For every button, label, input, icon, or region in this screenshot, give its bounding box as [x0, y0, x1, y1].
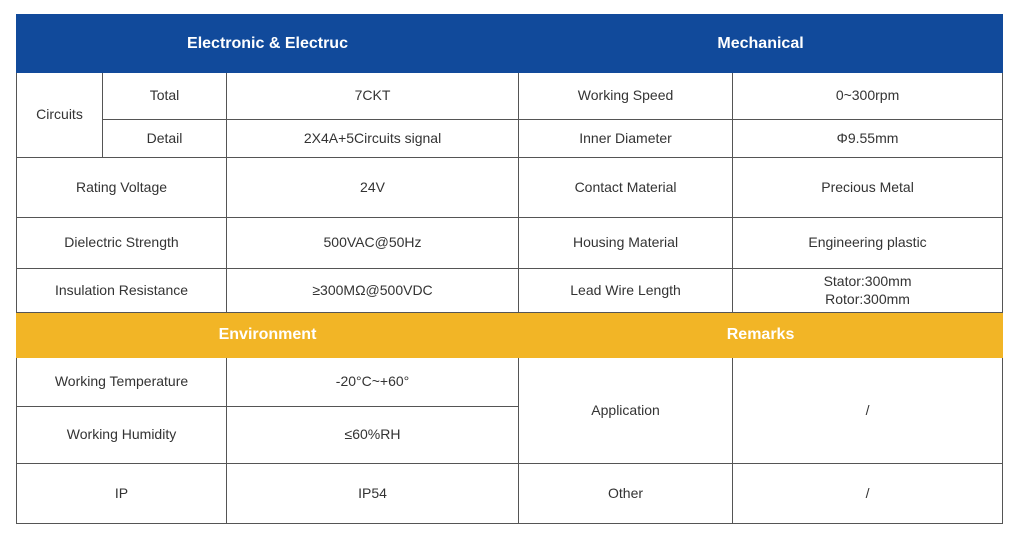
- inner-diameter-label: Inner Diameter: [519, 120, 733, 158]
- insulation-resistance-label: Insulation Resistance: [17, 269, 227, 313]
- ip-value: IP54: [227, 464, 519, 524]
- rating-voltage-value: 24V: [227, 158, 519, 218]
- working-speed-label: Working Speed: [519, 73, 733, 120]
- working-humidity-label: Working Humidity: [17, 407, 227, 464]
- table-row: [17, 158, 1003, 218]
- application-label: Application: [519, 358, 733, 464]
- ip-label: IP: [17, 464, 227, 524]
- contact-material-label: Contact Material: [519, 158, 733, 218]
- insulation-resistance-value: ≥300MΩ@500VDC: [227, 269, 519, 313]
- total-label: Total: [103, 73, 227, 120]
- housing-material-label: Housing Material: [519, 218, 733, 269]
- table-row: [17, 464, 1003, 524]
- table-row: [17, 358, 1003, 407]
- inner-diameter-value: Φ9.55mm: [733, 120, 1003, 158]
- dielectric-strength-label: Dielectric Strength: [17, 218, 227, 269]
- lead-wire-stator: Stator:300mm: [823, 273, 912, 289]
- mechanical-header: Mechanical: [519, 15, 1003, 73]
- application-value: /: [733, 358, 1003, 464]
- detail-label: Detail: [103, 120, 227, 158]
- dielectric-strength-value: 500VAC@50Hz: [227, 218, 519, 269]
- lead-wire-length-label: Lead Wire Length: [519, 269, 733, 313]
- working-temperature-value: -20°C~+60°: [227, 358, 519, 407]
- header-row-top: [17, 15, 1003, 73]
- table-row: [17, 218, 1003, 269]
- table-row: [17, 120, 1003, 158]
- remarks-header: Remarks: [519, 313, 1003, 358]
- other-value: /: [733, 464, 1003, 524]
- detail-value: 2X4A+5Circuits signal: [227, 120, 519, 158]
- housing-material-value: Engineering plastic: [733, 218, 1003, 269]
- contact-material-value: Precious Metal: [733, 158, 1003, 218]
- environment-header: Environment: [17, 313, 519, 358]
- circuits-label: Circuits: [17, 73, 103, 158]
- lead-wire-rotor: Rotor:300mm: [825, 290, 910, 307]
- rating-voltage-label: Rating Voltage: [17, 158, 227, 218]
- table-row: [17, 73, 1003, 120]
- total-value: 7CKT: [227, 73, 519, 120]
- working-speed-value: 0~300rpm: [733, 73, 1003, 120]
- header-row-bottom: [17, 313, 1003, 358]
- lead-wire-length-value: [733, 269, 1003, 313]
- working-temperature-label: Working Temperature: [17, 358, 227, 407]
- other-label: Other: [519, 464, 733, 524]
- spec-table: [16, 14, 1003, 524]
- table-row: [17, 269, 1003, 313]
- working-humidity-value: ≤60%RH: [227, 407, 519, 464]
- electronic-header: Electronic & Electruc: [17, 15, 519, 73]
